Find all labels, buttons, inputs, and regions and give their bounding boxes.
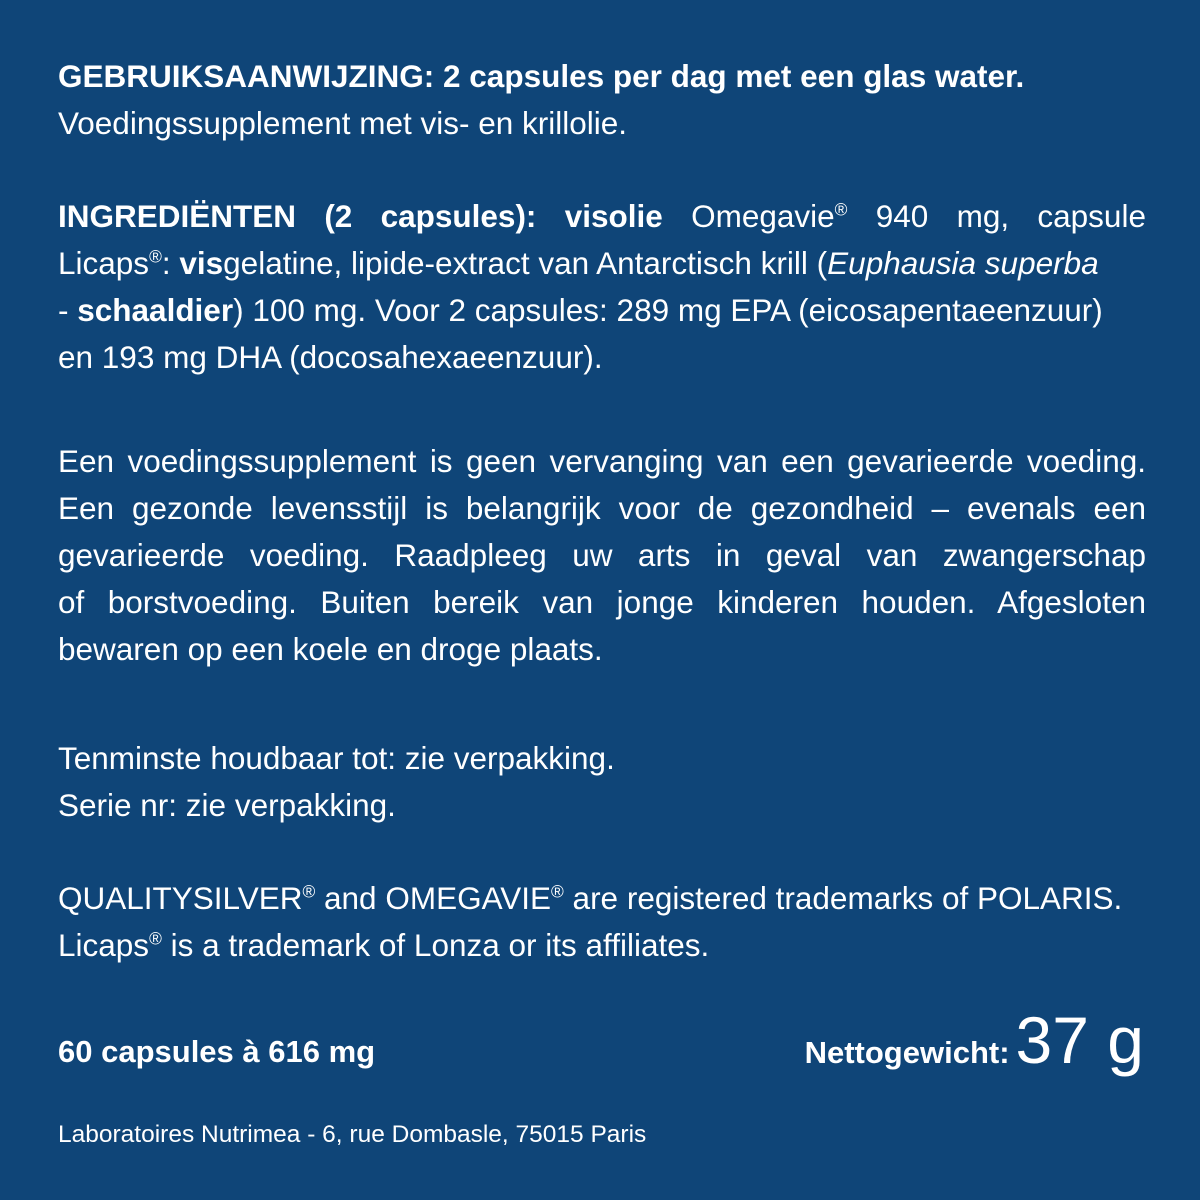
disclaimer-line: bewaren op een koele en droge plaats. — [58, 631, 603, 667]
manufacturer-address: Laboratoires Nutrimea - 6, rue Dombasle, 75015 Paris — [58, 1121, 647, 1148]
usage-instruction: 2 capsules per dag met een glas water. — [443, 58, 1025, 94]
registered-mark: ® — [149, 928, 162, 949]
allergen-shellfish: schaaldier — [77, 292, 234, 328]
disclaimer-line: gevarieerde voeding. Raadpleeg uw arts in geval van zwangerschap — [58, 537, 1146, 573]
registered-mark: ® — [302, 881, 316, 902]
net-weight-label: Nettogewicht: — [804, 1035, 1010, 1070]
registered-mark: ® — [149, 246, 162, 267]
ingredient-dha: en 193 mg DHA (docosahexaeenzuur). — [58, 339, 603, 375]
usage-section — [58, 53, 1146, 147]
ingredients-line-3: - schaaldier) 100 mg. Voor 2 capsules: 289 mg EPA (eicosapentaeenzuur) — [58, 292, 1103, 328]
ingredients-section — [58, 193, 1146, 381]
disclaimer-line: of borstvoeding. Buiten bereik van jonge kinderen houden. Afgesloten — [58, 584, 1146, 620]
ingredient-gelatine-krill: gelatine, lipide-extract van Antarctisch krill ( — [223, 245, 828, 281]
disclaimer-line: Een voedingssupplement is geen vervanging van een gevarieerde voeding. — [58, 443, 1146, 479]
net-weight — [805, 1000, 1144, 1080]
usage-heading: GEBRUIKSAANWIJZING: — [58, 58, 435, 94]
registered-mark: ® — [834, 199, 848, 220]
usage-instruction-line — [58, 53, 1146, 100]
ingredient-epa: ) 100 mg. Voor 2 capsules: 289 mg EPA (eicosapentaeenzuur) — [233, 292, 1103, 328]
ingredients-line-2: Licaps®: visgelatine, lipide-extract van Antarctisch krill (Euphausia superba — [58, 245, 1099, 281]
ingredients-line-1 — [58, 193, 1146, 240]
usage-description: Voedingssupplement met vis- en krillolie. — [58, 105, 628, 141]
ingredient-omegavie: Omegavie® — [691, 198, 848, 234]
expiry-section — [58, 735, 1146, 829]
capsule-count: 60 capsules à 616 mg — [58, 1034, 376, 1069]
species-name: Euphausia superba — [827, 245, 1099, 281]
ingredients-heading: INGREDIËNTEN (2 capsules): — [58, 198, 537, 234]
disclaimer-section — [58, 438, 1146, 673]
net-weight-value: 37 g — [1015, 1003, 1144, 1077]
ingredient-licaps: Licaps — [58, 245, 150, 281]
trademark-line-2: Licaps® is a trademark of Lonza or its affiliates. — [58, 927, 710, 963]
trademarks-section — [58, 875, 1146, 969]
disclaimer-line: Een gezonde levensstijl is belangrijk voor de gezondheid – evenals een — [58, 490, 1146, 526]
ingredient-fish-oil: visolie — [564, 198, 663, 234]
batch-number-text: Serie nr: zie verpakking. — [58, 787, 396, 823]
allergen-fish: vis — [179, 245, 224, 281]
ingredient-omegavie-amount: 940 mg, capsule — [875, 198, 1146, 234]
registered-mark: ® — [551, 881, 564, 902]
trademark-line-1: QUALITYSILVER® and OMEGAVIE® are registered trademarks of POLARIS. — [58, 880, 1123, 916]
best-before-text: Tenminste houdbaar tot: zie verpakking. — [58, 740, 615, 776]
